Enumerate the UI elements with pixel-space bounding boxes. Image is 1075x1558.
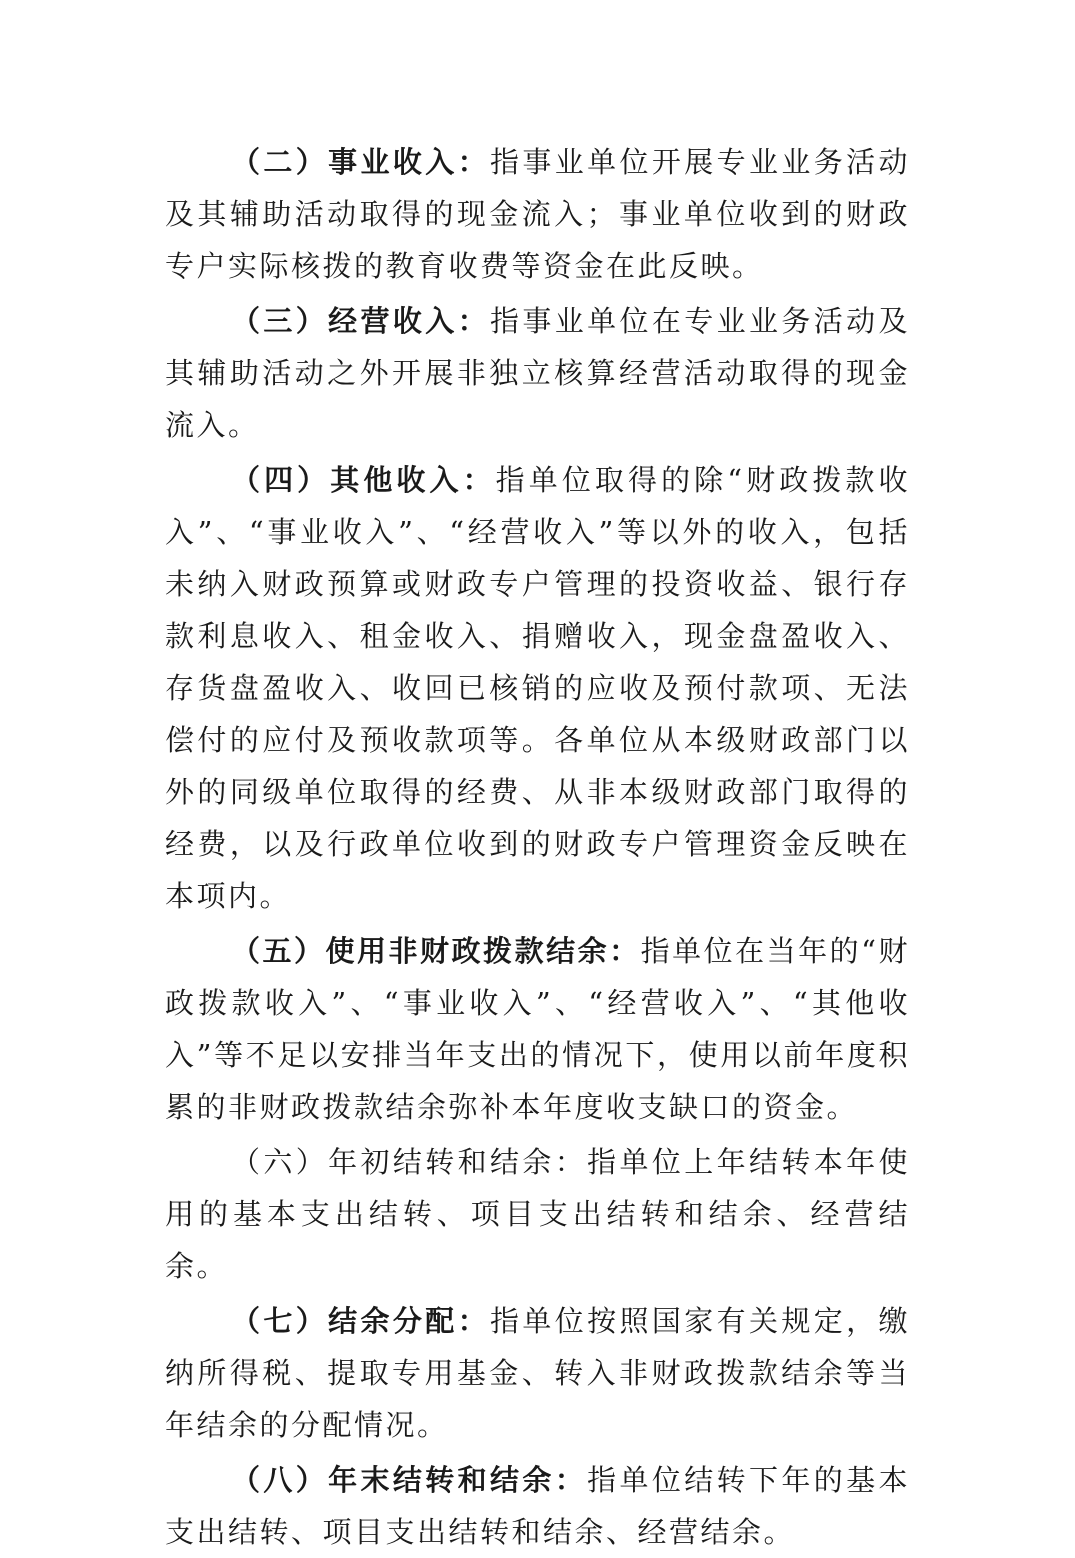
paragraph-heading: （四）其他收入：	[231, 463, 496, 497]
paragraph-heading: （二）事业收入：	[231, 145, 490, 179]
document-body	[165, 136, 910, 1558]
paragraph-operating-income	[165, 295, 910, 451]
paragraph-text: 指单位上年结转本年使用的基本支出结转、项目支出结转和结余、经营结余。	[165, 1145, 910, 1283]
paragraph-text: 指单位在当年的“财政拨款收入”、“事业收入”、“经营收入”、“其他收入”等不足以安排当年支出的情况下，使用以前年度积累的非财政拨款结余弥补本年度收支缺口的资金。	[165, 934, 910, 1124]
paragraph-opening-carryover	[165, 1136, 910, 1292]
paragraph-heading: （七）结余分配：	[231, 1304, 490, 1338]
paragraph-closing-carryover	[165, 1454, 910, 1558]
paragraph-business-income	[165, 136, 910, 292]
paragraph-text: 指单位结转下年的基本支出结转、项目支出结转和结余、经营结余。	[165, 1463, 910, 1549]
paragraph-heading: （三）经营收入：	[231, 304, 490, 338]
paragraph-surplus-distribution	[165, 1295, 910, 1451]
paragraph-text: 指单位按照国家有关规定，缴纳所得税、提取专用基金、转入非财政拨款结余等当年结余的分配情况。	[165, 1304, 910, 1442]
paragraph-text: 指事业单位在专业业务活动及其辅助活动之外开展非独立核算经营活动取得的现金流入。	[165, 304, 910, 442]
paragraph-non-fiscal-balance	[165, 925, 910, 1133]
paragraph-text: 指事业单位开展专业业务活动及其辅助活动取得的现金流入；事业单位收到的财政专户实际核拨的教育收费等资金在此反映。	[165, 145, 910, 283]
paragraph-heading: （六）年初结转和结余：	[231, 1145, 588, 1179]
paragraph-heading: （八）年末结转和结余：	[231, 1463, 588, 1497]
paragraph-other-income	[165, 454, 910, 922]
paragraph-heading: （五）使用非财政拨款结余：	[231, 934, 641, 968]
paragraph-text: 指单位取得的除“财政拨款收入”、“事业收入”、“经营收入”等以外的收入，包括未纳入财政预算或财政专户管理的投资收益、银行存款利息收入、租金收入、捐赠收入，现金盘盈收入、存货盘盈收入、收回已核销的应收及预付款项、无法偿付的应付及预收款项等。各单位从本级财政部门以外的同级单位取得的经费、从非本级财政部门取得的经费，以及行政单位收到的财政专户管理资金反映在本项内。	[165, 463, 910, 913]
